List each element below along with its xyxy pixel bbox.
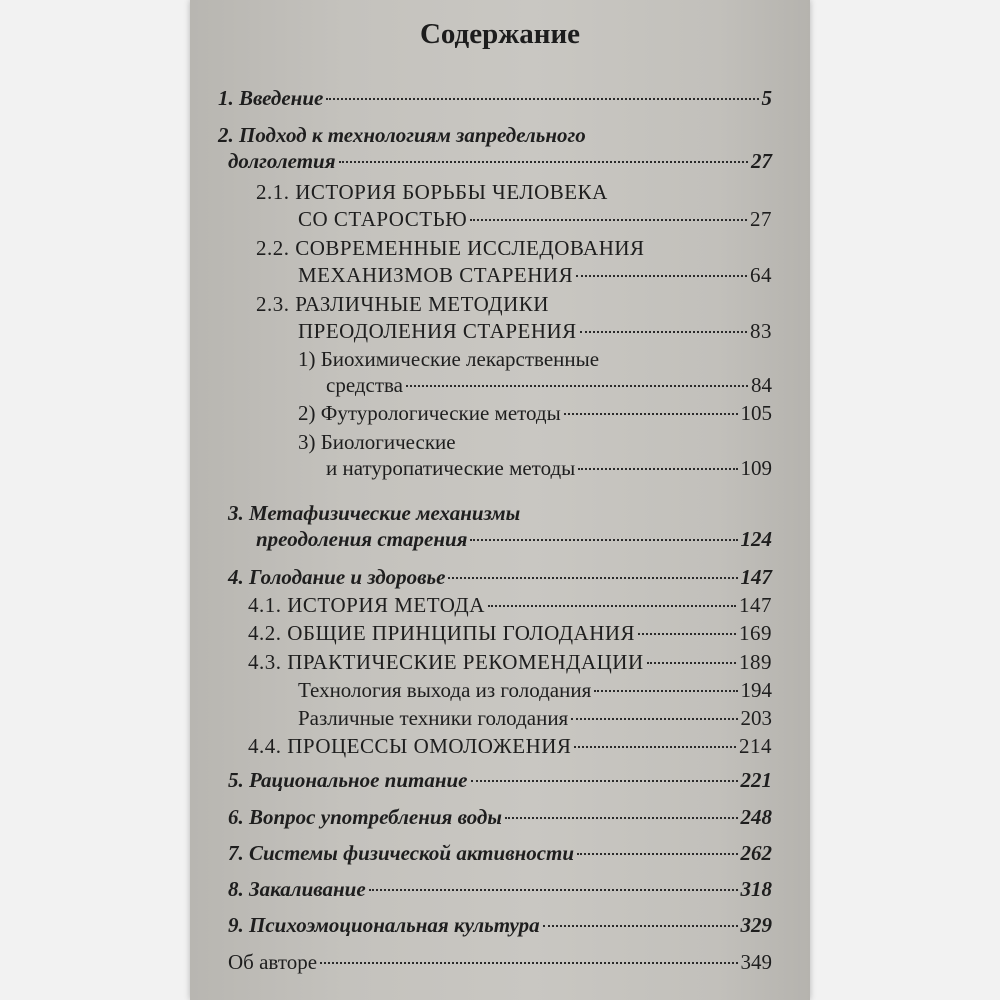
toc-entry-4-4 xyxy=(248,734,772,764)
toc-entry-about-author xyxy=(228,950,772,980)
toc-entry-chapter-3-line1: 3. Метафизические механизмы xyxy=(228,501,521,525)
toc-entry-2-1-line1: 2.1. ИСТОРИЯ БОРЬБЫ ЧЕЛОВЕКА xyxy=(256,180,608,204)
toc-entry-title: 2) Футурологические методы xyxy=(298,401,561,425)
toc-entry-title: 9. Психоэмоциональная культура xyxy=(228,913,540,937)
toc-entry-page: 203 xyxy=(740,706,772,730)
toc-entry-page: 27 xyxy=(750,207,772,231)
toc-entry-page: 105 xyxy=(740,401,772,425)
toc-entry-page: 329 xyxy=(740,913,772,937)
dot-leader xyxy=(574,746,736,748)
dot-leader xyxy=(564,413,738,415)
toc-entry-title: 4. Голодание и здоровье xyxy=(228,565,446,589)
toc-entry-page: 124 xyxy=(740,527,772,551)
toc-entry-page: 194 xyxy=(740,678,772,702)
dot-leader xyxy=(339,161,748,163)
toc-entry-title: средства xyxy=(326,373,404,397)
toc-entry-title: СО СТАРОСТЬЮ xyxy=(298,207,468,231)
toc-entry-introduction xyxy=(218,86,772,116)
toc-entry-page: 221 xyxy=(740,768,772,792)
toc-entry-page: 349 xyxy=(740,950,772,974)
toc-entry-page: 189 xyxy=(739,650,772,674)
toc-entry-4-1 xyxy=(248,593,772,623)
dot-leader xyxy=(406,385,748,387)
toc-entry-page: 169 xyxy=(739,621,772,645)
toc-entry-2-3-2 xyxy=(298,401,772,431)
toc-entry-title: ПРЕОДОЛЕНИЯ СТАРЕНИЯ xyxy=(298,319,577,343)
toc-entry-page: 214 xyxy=(739,734,772,758)
toc-entry-chapter-2-line1: 2. Подход к технологиям запредельного xyxy=(218,123,586,147)
toc-entry-title: долголетия xyxy=(228,149,336,173)
toc-entry-2-3-3 xyxy=(326,456,772,486)
toc-entry-chapter-6 xyxy=(228,805,772,835)
toc-entry-chapter-3 xyxy=(256,527,772,557)
toc-entry-title: 1. Введение xyxy=(218,86,324,110)
dot-leader xyxy=(320,962,737,964)
toc-entry-chapter-2 xyxy=(228,149,772,179)
toc-entry-title: 4.2. ОБЩИЕ ПРИНЦИПЫ ГОЛОДАНИЯ xyxy=(248,621,636,645)
toc-entry-4-3 xyxy=(248,650,772,680)
toc-entry-2-3-1 xyxy=(326,373,772,403)
dot-leader xyxy=(488,605,736,607)
toc-entry-page: 147 xyxy=(739,593,772,617)
dot-leader xyxy=(576,275,747,277)
toc-entry-2-3 xyxy=(298,319,772,349)
toc-entry-title: преодоления старения xyxy=(256,527,468,551)
dot-leader xyxy=(577,853,737,855)
dot-leader xyxy=(578,468,737,470)
toc-entry-page: 27 xyxy=(751,149,772,173)
dot-leader xyxy=(326,98,758,100)
toc-entry-chapter-4 xyxy=(228,565,772,595)
dot-leader xyxy=(471,780,738,782)
toc-entry-page: 318 xyxy=(740,877,772,901)
toc-entry-page: 84 xyxy=(751,373,772,397)
toc-entry-title: Различные техники голодания xyxy=(298,706,569,730)
dot-leader xyxy=(543,925,738,927)
toc-entry-chapter-5 xyxy=(228,768,772,798)
toc-entry-4-3-2 xyxy=(298,706,772,736)
toc-entry-2-3-3-line1: 3) Биологические xyxy=(298,430,456,454)
toc-entry-page: 262 xyxy=(740,841,772,865)
toc-entry-title: 5. Рациональное питание xyxy=(228,768,468,792)
toc-entry-page: 5 xyxy=(761,86,772,110)
dot-leader xyxy=(448,577,737,579)
dot-leader xyxy=(594,690,737,692)
dot-leader xyxy=(647,662,736,664)
toc-entry-2-3-1-line1: 1) Биохимические лекарственные xyxy=(298,347,600,371)
toc-entry-page: 64 xyxy=(750,263,772,287)
dot-leader xyxy=(470,219,747,221)
toc-entry-title: 7. Системы физической активности xyxy=(228,841,575,865)
toc-entry-title: 4.3. ПРАКТИЧЕСКИЕ РЕКОМЕНДАЦИИ xyxy=(248,650,644,674)
dot-leader xyxy=(505,817,738,819)
toc-entry-title: 4.4. ПРОЦЕССЫ ОМОЛОЖЕНИЯ xyxy=(248,734,572,758)
toc-entry-chapter-9 xyxy=(228,913,772,943)
toc-entry-2-2 xyxy=(298,263,772,293)
toc-entry-title: Технология выхода из голодания xyxy=(298,678,592,702)
toc-entry-page: 248 xyxy=(740,805,772,829)
toc-entry-title: Об авторе xyxy=(228,950,318,974)
toc-entry-4-2 xyxy=(248,621,772,651)
toc-entry-title: 6. Вопрос употребления воды xyxy=(228,805,502,829)
dot-leader xyxy=(470,539,737,541)
toc-entry-chapter-7 xyxy=(228,841,772,871)
toc-entry-2-3-line1: 2.3. РАЗЛИЧНЫЕ МЕТОДИКИ xyxy=(256,292,549,316)
toc-entry-page: 109 xyxy=(740,456,772,480)
toc-entry-page: 147 xyxy=(740,565,772,589)
book-page xyxy=(190,0,810,1000)
toc-entry-page: 83 xyxy=(750,319,772,343)
dot-leader xyxy=(369,889,738,891)
toc-entry-4-3-1 xyxy=(298,678,772,708)
toc-entry-2-2-line1: 2.2. СОВРЕМЕННЫЕ ИССЛЕДОВАНИЯ xyxy=(256,236,645,260)
page-title: Содержание xyxy=(419,18,581,50)
toc-entry-title: 8. Закаливание xyxy=(228,877,366,901)
toc-entry-title: 4.1. ИСТОРИЯ МЕТОДА xyxy=(248,593,485,617)
toc-entry-2-1 xyxy=(298,207,772,237)
dot-leader xyxy=(638,633,736,635)
toc-entry-title: и натуропатические методы xyxy=(326,456,576,480)
dot-leader xyxy=(580,331,747,333)
toc-entry-chapter-8 xyxy=(228,877,772,907)
dot-leader xyxy=(571,718,737,720)
toc-entry-title: МЕХАНИЗМОВ СТАРЕНИЯ xyxy=(298,263,574,287)
